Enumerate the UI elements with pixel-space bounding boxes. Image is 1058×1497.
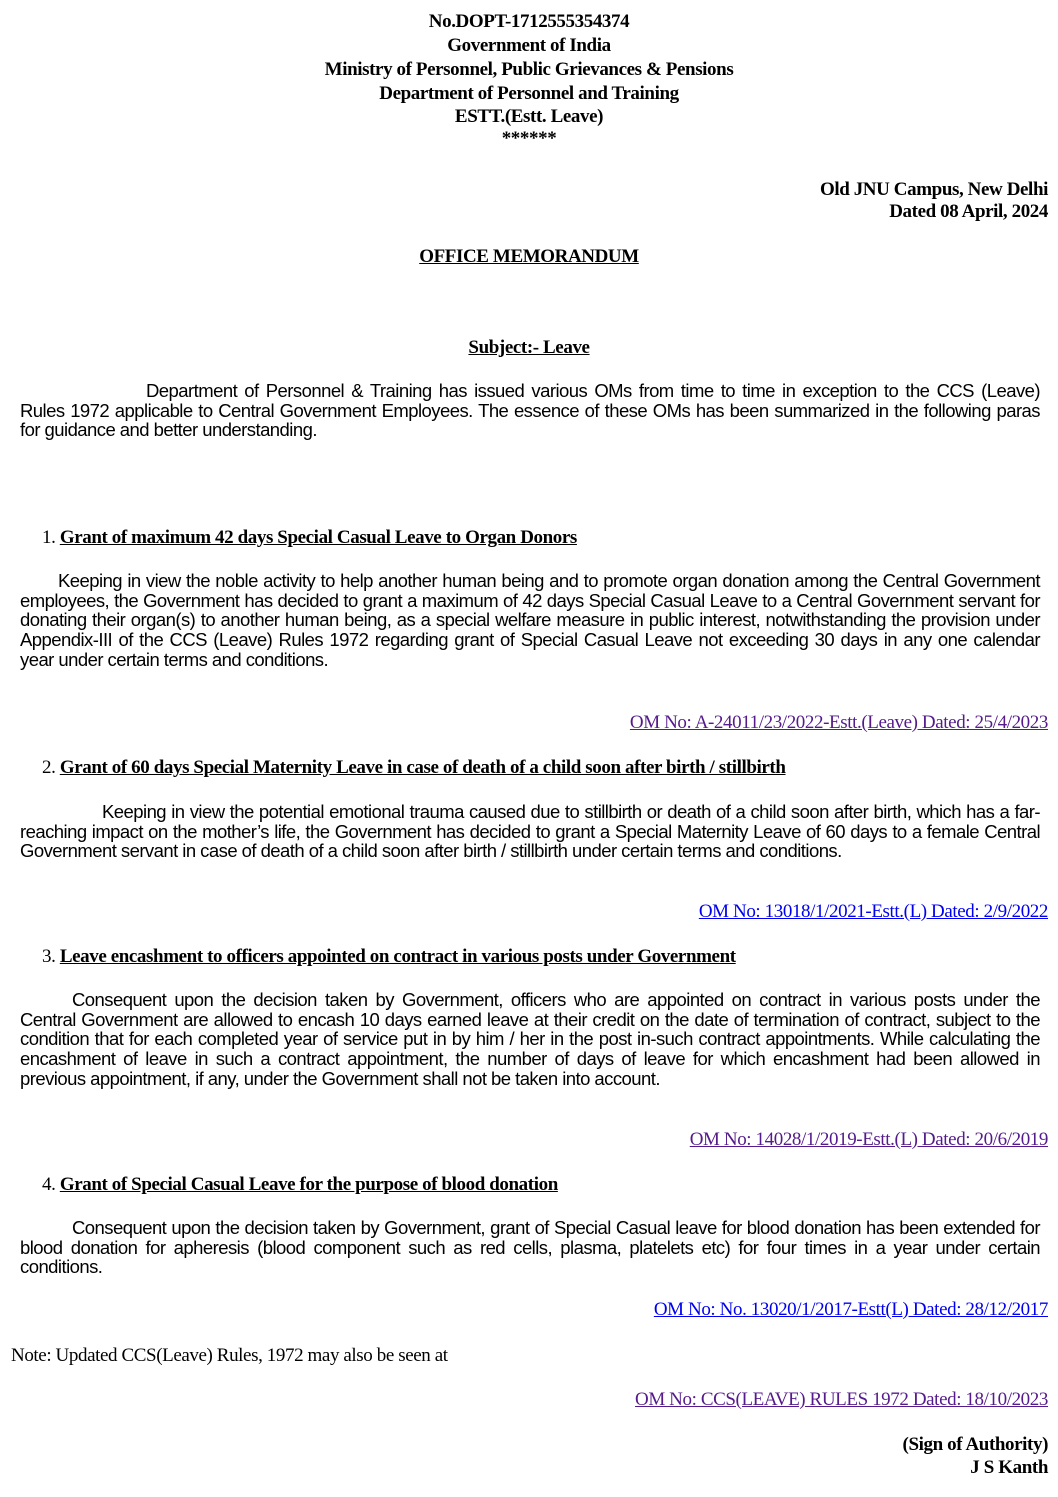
item-2-paragraph: Keeping in view the potential emotional trauma caused due to stillbirth or death of a child soon after birth, which has a far-reaching impact on the mother’s life, the Government has decided to grant a Special Maternity Leave of 60 days to a female Central Government servant in case of death of a child soon after birth / stillbirth under certain terms and conditions. bbox=[20, 801, 1040, 862]
separator-stars: ****** bbox=[501, 128, 557, 149]
item-title: Grant of 60 days Special Maternity Leave in case of death of a child soon after birth / stillbirth bbox=[59, 757, 786, 778]
signatory-name: J S Kanth bbox=[970, 1457, 1048, 1478]
government-name: Government of India bbox=[447, 35, 611, 56]
item-title: Grant of maximum 42 days Special Casual Leave to Organ Donors bbox=[59, 527, 577, 548]
ministry-name: Ministry of Personnel, Public Grievances & Pensions bbox=[324, 59, 734, 80]
item-number: 3. bbox=[42, 946, 56, 967]
item-2-heading bbox=[42, 757, 786, 779]
item-title: Leave encashment to officers appointed on contract in various posts under Government bbox=[59, 946, 736, 967]
memo-title: OFFICE MEMORANDUM bbox=[419, 246, 639, 267]
item-3-om-link[interactable]: OM No: 14028/1/2019-Estt.(L) Dated: 20/6/2019 bbox=[689, 1129, 1048, 1150]
item-1-heading bbox=[42, 527, 577, 549]
memo-number: No.DOPT-1712555354374 bbox=[428, 11, 630, 32]
item-number: 2. bbox=[42, 757, 56, 778]
ccs-leave-rules-link[interactable]: OM No: CCS(LEAVE) RULES 1972 Dated: 18/10/2023 bbox=[635, 1389, 1048, 1410]
note-text: Note: Updated CCS(Leave) Rules, 1972 may also be seen at bbox=[11, 1345, 448, 1366]
sign-of-authority: (Sign of Authority) bbox=[902, 1434, 1048, 1455]
item-3-heading bbox=[42, 946, 736, 968]
item-number: 1. bbox=[42, 527, 56, 548]
department-name: Department of Personnel and Training bbox=[379, 83, 679, 104]
item-4-om-link[interactable]: OM No: No. 13020/1/2017-Estt(L) Dated: 28/12/2017 bbox=[653, 1299, 1048, 1320]
item-1-om-link[interactable]: OM No: A-24011/23/2022-Estt.(Leave) Dated: 25/4/2023 bbox=[629, 712, 1048, 733]
item-3-paragraph: Consequent upon the decision taken by Government, officers who are appointed on contract in various posts under the Central Government are allowed to encash 10 days earned leave at their credit on the date of termination of contract, subject to the condition that for each completed year of service put in by him / her in the post in-such contract appointments. While calculating the encashment of leave in such a contract appointment, the number of days of leave for which encashment had been allowed in previous appointment, if any, under the Government shall not be taken into account. bbox=[20, 989, 1040, 1089]
item-title: Grant of Special Casual Leave for the purpose of blood donation bbox=[59, 1174, 558, 1195]
item-number: 4. bbox=[42, 1174, 56, 1195]
section-name: ESTT.(Estt. Leave) bbox=[454, 106, 604, 127]
subject: Subject:- Leave bbox=[468, 337, 590, 358]
item-2-om-link[interactable]: OM No: 13018/1/2021-Estt.(L) Dated: 2/9/2022 bbox=[698, 901, 1048, 922]
item-4-heading bbox=[42, 1174, 558, 1196]
place: Old JNU Campus, New Delhi bbox=[819, 179, 1048, 200]
date: Dated 08 April, 2024 bbox=[889, 201, 1048, 222]
item-1-paragraph: Keeping in view the noble activity to help another human being and to promote organ donation among the Central Government employees, the Government has decided to grant a maximum of 42 days Special Casual Leave to a Central Government servant for donating their organ(s) to another human being, as a special welfare measure in public interest, notwithstanding the provision under Appendix-III of the CCS (Leave) Rules 1972 regarding grant of Special Casual Leave not exceeding 30 days in any one calendar year under certain terms and conditions. bbox=[20, 570, 1040, 670]
item-4-paragraph: Consequent upon the decision taken by Government, grant of Special Casual leave for blood donation has been extended for blood donation for apheresis (blood component such as red cells, plasma, platelets etc) for four times in a year under certain conditions. bbox=[20, 1217, 1040, 1278]
intro-paragraph: Department of Personnel & Training has issued various OMs from time to time in exception to the CCS (Leave) Rules 1972 applicable to Central Government Employees. The essence of these OMs has been summarized in the following paras for guidance and better understanding. bbox=[20, 380, 1040, 441]
